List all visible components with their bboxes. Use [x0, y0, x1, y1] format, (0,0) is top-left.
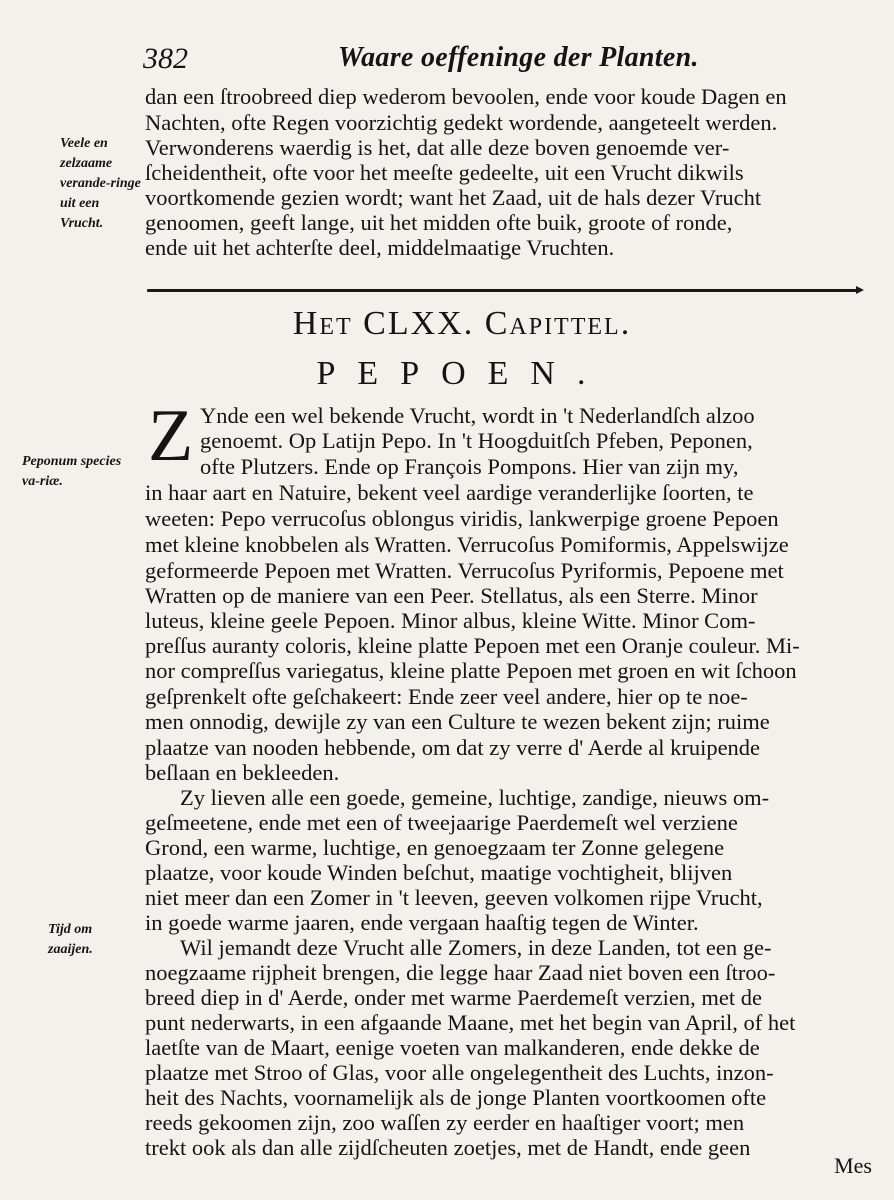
- drop-cap: Z: [148, 395, 194, 477]
- text-line: trekt ook als dan alle zijdſcheuten zoetjes, met de Handt, ende geen: [145, 1135, 751, 1160]
- text-line: Nachten, ofte Regen voorzichtig gedekt wordende, aangeteelt werden.: [145, 110, 778, 135]
- text-line: Ynde een wel bekende Vrucht, wordt in 't Nederlandſch alzoo: [200, 403, 755, 428]
- text-line: beſlaan en bekleeden.: [145, 760, 340, 785]
- subject-title: PEPOEN.: [316, 355, 608, 392]
- text-line: Wil jemandt deze Vrucht alle Zomers, in deze Landen, tot een ge-: [180, 935, 772, 960]
- text-line: Verwonderens waerdig is het, dat alle deze boven genoemde ver-: [145, 135, 730, 160]
- text-line: nor compreſſus variegatus, kleine platte Pepoen met groen en wit ſchoon: [145, 658, 797, 683]
- text-line: luteus, kleine geele Pepoen. Minor albus, kleine Witte. Minor Com-: [145, 608, 756, 633]
- text-line: noegzaame rijpheit brengen, die legge haar Zaad niet boven een ſtroo-: [145, 960, 776, 985]
- page-number: 382: [143, 42, 188, 75]
- margin-note-tijd: Tijd om zaaijen.: [48, 922, 93, 957]
- text-line: genoomen, geeft lange, uit het midden ofte buik, groote of ronde,: [145, 210, 733, 235]
- section-rule: [147, 289, 860, 292]
- text-line: Zy lieven alle een goede, gemeine, luchtige, zandige, nieuws om-: [180, 785, 770, 810]
- running-title: Waare oeffeninge der Planten.: [338, 42, 699, 73]
- catchword: Mes: [834, 1153, 872, 1178]
- text-line: genoemt. Op Latijn Pepo. In 't Hoogduitſch Pfeben, Peponen,: [200, 428, 753, 453]
- text-line: ſcheidentheit, ofte voor het meeſte gedeelte, uit een Vrucht dikwils: [145, 160, 744, 185]
- text-line: plaatze met Stroo of Glas, voor alle ongelegentheit des Luchts, inzon-: [145, 1060, 774, 1085]
- text-line: reeds gekoomen zijn, zoo waſſen zy eerder en haaſtiger voort; men: [145, 1110, 745, 1135]
- text-line: ofte Plutzers. Ende op François Pompons. Hier van zijn my,: [200, 454, 739, 479]
- text-line: geſmeetene, ende met een of tweejaarige Paerdemeſt wel verziene: [145, 810, 738, 835]
- margin-note-peponum: Peponum species va-riæ.: [22, 454, 122, 489]
- chapter-title: Het CLXX. Capittel.: [292, 305, 632, 342]
- text-line: dan een ſtroobreed diep wederom bevoolen, ende voor koude Dagen en: [145, 84, 787, 109]
- text-line: Wratten op de maniere van een Peer. Stellatus, als een Sterre. Minor: [145, 583, 758, 608]
- text-line: plaatze van nooden hebbende, om dat zy verre d' Aerde al kruipende: [145, 735, 761, 760]
- text-line: preſſus auranty coloris, kleine platte Pepoen met een Oranje couleur. Mi-: [145, 633, 800, 658]
- text-line: weeten: Pepo verrucoſus oblongus viridis, lankwerpige groene Pepoen: [145, 506, 779, 531]
- text-line: geformeerde Pepoen met Wratten. Verrucoſus Pyriformis, Pepoene met: [145, 558, 784, 583]
- text-line: breed diep in d' Aerde, onder met warme Paerdemeſt verzien, met de: [145, 985, 762, 1010]
- text-line: punt nederwarts, in een afgaande Maane, met het begin van April, of het: [145, 1010, 796, 1035]
- text-line: Grond, een warme, luchtige, en genoegzaam ter Zonne gelegene: [145, 835, 725, 860]
- text-line: voortkomende gezien wordt; want het Zaad, uit de hals dezer Vrucht: [145, 185, 762, 210]
- text-line: niet meer dan een Zomer in 't leeven, geeven volkomen rijpe Vrucht,: [145, 885, 763, 910]
- text-line: in goede warme jaaren, ende vergaan haaſtig tegen de Winter.: [145, 910, 699, 935]
- text-line: met kleine knobbelen als Wratten. Verrucoſus Pomiformis, Appelswijze: [145, 532, 789, 557]
- margin-note-veele: Veele en zelzaame verande-ringe uit een Vrucht.: [60, 136, 141, 231]
- text-line: in haar aart en Natuire, bekent veel aardige veranderlijke ſoorten, te: [145, 480, 754, 505]
- text-line: ende uit het achterſte deel, middelmaatige Vruchten.: [145, 235, 615, 260]
- text-line: heit des Nachts, voornamelijk als de jonge Planten voortkoomen ofte: [145, 1085, 767, 1110]
- text-line: plaatze, voor koude Winden beſchut, maatige vochtigheit, blijven: [145, 860, 733, 885]
- text-line: geſprenkelt ofte geſchakeert: Ende zeer veel andere, hier op te noe-: [145, 684, 748, 709]
- text-line: men onnodig, dewijle zy van een Culture te wezen bekent zijn; ruime: [145, 709, 770, 734]
- text-line: laetſte van de Maart, eenige voeten van malkanderen, ende dekke de: [145, 1035, 760, 1060]
